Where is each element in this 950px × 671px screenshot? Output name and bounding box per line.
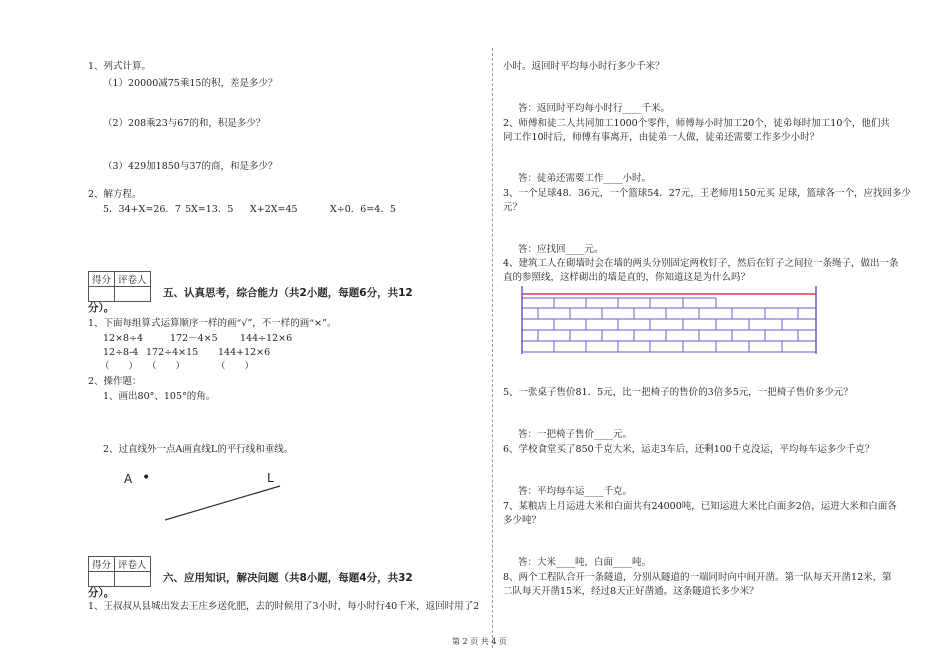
q4-line-b: 直的参照线，这样砌出的墙是直的，你知道这是为什么吗？ <box>503 272 751 283</box>
q4-line-a: 4、建筑工人在砌墙时会在墙的两头分别固定两枚钉子，然后在钉子之间拉一条绳子，做出一条 <box>503 258 899 269</box>
equation-3: X+2X=45 <box>250 204 298 215</box>
s5-q2: 2、操作题： <box>88 376 142 387</box>
column-divider <box>492 48 493 648</box>
section6-cont: 分）。 <box>88 587 115 599</box>
q6: 6、学校食堂买了850千克大米，运走3车后，还剩100千克没运，平均每车运多少千克？ <box>503 444 875 455</box>
q7-line-b: 多少吨？ <box>503 515 542 526</box>
q8-line-a: 8、两个工程队合开一条隧道，分别从隧道的一端同时向中间开凿。第一队每天开凿12米，第 <box>503 572 892 583</box>
answer-5: 答：一把椅子售价____元。 <box>518 429 633 440</box>
q8-line-b: 二队每天开凿15米，经过8天正好凿通。这条隧道长多少米？ <box>503 586 759 597</box>
grader-label: 评卷人 <box>115 557 151 572</box>
grader-cell <box>115 287 151 302</box>
q1-continued: 小时。返回时平均每小时行多少千米？ <box>503 61 665 72</box>
grader-cell <box>115 572 151 587</box>
q2-line-a: 2、师傅和徒二人共同加工1000个零件，师傅每小时加工20个，徒弟每时加工10个，他们共 <box>503 118 890 129</box>
section5-cont: 分）。 <box>88 302 115 314</box>
answer-bracket-2[interactable]: （ ） <box>147 361 186 372</box>
equation-1: 5．34+X=26．7 <box>103 204 181 215</box>
grader-label: 评卷人 <box>115 272 151 287</box>
score-cell <box>89 287 115 302</box>
answer-2: 答：徒弟还需要工作____小时。 <box>518 173 652 184</box>
brick-wall-figure <box>518 284 820 356</box>
section5-title: 五、认真思考，综合能力（共2小题，每题6分，共12 <box>163 287 413 299</box>
section6-title: 六、应用知识，解决问题（共8小题，每题4分，共32 <box>163 572 413 584</box>
score-cell <box>89 572 115 587</box>
expr-1-3: 144÷12×6 <box>240 333 293 344</box>
q1-item-1: （1）20000减75乘15的积，差是多少？ <box>103 78 278 89</box>
expr-2-2: 172÷4×15 <box>146 347 199 358</box>
q7-line-a: 7、某粮店上月运进大米和白面共有24000吨，已知运进大米比白面多2倍，运进大米和白面各 <box>503 501 897 512</box>
q2-line-b: 同工作10时后，师傅有事离开，由徒弟一人做，徒弟还需要工作多少小时？ <box>503 132 820 143</box>
q5: 5、一张桌子售价81．5元，比一把椅子的售价的3倍多5元，一把椅子售价多少元？ <box>503 387 853 398</box>
answer-3: 答：应找回____元。 <box>518 244 604 255</box>
point-a-label: A <box>124 472 133 486</box>
expr-2-3: 144+12×6 <box>218 347 271 358</box>
s6-q1: 1、王叔叔从县城出发去王庄乡送化肥，去的时候用了3小时，每小时行40千米，返回时用了2 <box>88 601 480 612</box>
expr-1-2: 172－4×5 <box>170 333 218 344</box>
point-a-dot: • <box>142 470 151 486</box>
s5-q1: 1、下面每组算式运算顺序一样的画“√”，不一样的画“×”。 <box>88 318 337 329</box>
q1-title: 1、列式计算。 <box>88 61 152 72</box>
expr-2-1: 12÷8-4 <box>103 347 139 358</box>
s5-q2-1: 1、画出80°、105°的角。 <box>103 391 216 402</box>
equation-2: 5X=13．5 <box>185 204 234 215</box>
answer-1: 答：返回时平均每小时行____千米。 <box>518 103 671 114</box>
q3-line-a: 3、一个足球48．36元，一个篮球54．27元，王老师用150元买 足球，篮球各一个，应找回多少 <box>503 188 912 199</box>
answer-6: 答：平均每车运____千克。 <box>518 486 633 497</box>
expr-1-1: 12×8÷4 <box>103 333 144 344</box>
answer-bracket-3[interactable]: （ ） <box>216 361 255 372</box>
q3-line-b: 元？ <box>503 202 523 213</box>
q2-title: 2、解方程。 <box>88 189 142 200</box>
answer-7: 答：大米____吨，白面____吨。 <box>518 557 652 568</box>
q1-item-3: （3）429加1850与37的商，和是多少？ <box>103 161 278 172</box>
s5-q2-2: 2、过直线外一点A画直线L的平行线和垂线。 <box>103 444 294 455</box>
score-box-5 <box>88 271 151 302</box>
score-label: 得分 <box>89 272 115 287</box>
page-footer: 第 2 页 共 4 页 <box>452 637 507 646</box>
answer-bracket-1[interactable]: （ ） <box>100 361 139 372</box>
line-l-label: L <box>267 471 274 485</box>
score-label: 得分 <box>89 557 115 572</box>
q1-item-2: （2）208乘23与67的和，积是多少？ <box>103 118 266 129</box>
score-box-6 <box>88 556 151 587</box>
line-l <box>160 482 285 524</box>
equation-4: X÷0．6=4．5 <box>330 204 396 215</box>
